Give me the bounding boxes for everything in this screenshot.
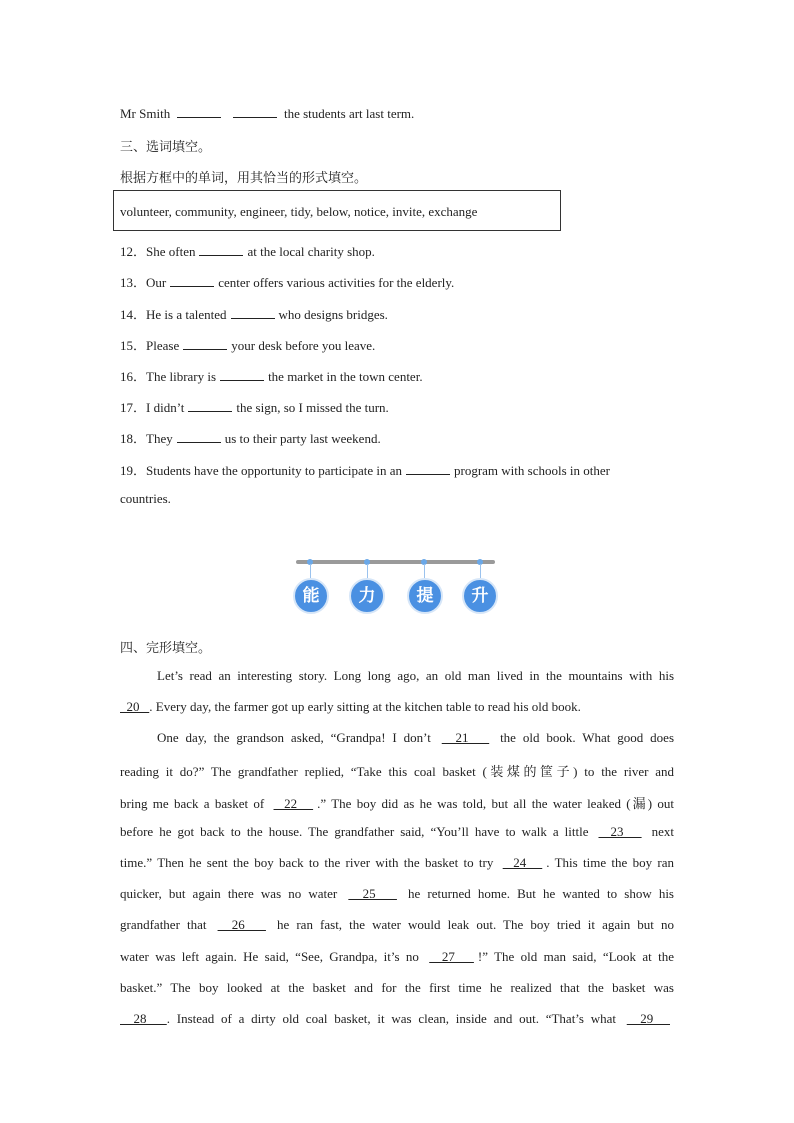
passage-line bbox=[120, 1011, 674, 1027]
question-number: 13． bbox=[120, 275, 147, 290]
question-text-before: I didn’t bbox=[146, 400, 185, 415]
banner-char: 力 bbox=[349, 578, 385, 614]
answer-blank[interactable] bbox=[406, 462, 450, 475]
question-row bbox=[120, 366, 423, 385]
question-text-after: the sign, so I missed the turn. bbox=[236, 400, 389, 415]
passage-text: .” The boy did as he was told, but all the water leaked (漏) out bbox=[317, 796, 674, 811]
question-text-before: Our bbox=[146, 275, 167, 290]
question-row bbox=[120, 241, 375, 260]
answer-blank[interactable] bbox=[177, 105, 221, 118]
passage-line bbox=[120, 886, 674, 902]
question-text-after: your desk before you leave. bbox=[231, 338, 376, 353]
question-row bbox=[120, 304, 388, 323]
cloze-blank-number: 27 bbox=[429, 949, 474, 964]
question-text-before: He is a talented bbox=[146, 307, 227, 322]
cloze-blank-number: 26 bbox=[217, 917, 266, 932]
cloze-blank-number: 21 bbox=[441, 730, 490, 745]
word-box bbox=[113, 190, 561, 231]
banner-stem bbox=[424, 564, 425, 578]
passage-text: bring me back a basket of bbox=[120, 796, 270, 811]
question-number: 18． bbox=[120, 431, 147, 446]
passage-line bbox=[120, 824, 674, 840]
section3-heading: 三、选词填空。 bbox=[120, 139, 212, 154]
answer-blank[interactable] bbox=[188, 399, 232, 412]
passage-text: quicker, but again there was no water bbox=[120, 886, 345, 901]
cloze-blank-number: 24 bbox=[502, 855, 543, 870]
question-text-after: us to their party last weekend. bbox=[224, 431, 381, 446]
passage-text: . Instead of a dirty old coal basket, it was clean, inside and out. “That’s what bbox=[166, 1011, 623, 1026]
passage-text: . This time the boy ran bbox=[546, 855, 675, 870]
cloze-blank-number: 28 bbox=[120, 1011, 167, 1026]
passage-text: . Every day, the farmer got up early sitting at the kitchen table to read his old book. bbox=[149, 699, 581, 714]
passage-line bbox=[120, 949, 674, 965]
section3-instruction: 根据方框中的单词，用其恰当的形式填空。 bbox=[120, 170, 368, 185]
banner-bar bbox=[296, 560, 495, 564]
question-text-before: They bbox=[146, 431, 173, 446]
passage-line bbox=[120, 980, 674, 996]
banner-stem bbox=[310, 564, 311, 578]
word-box-text: volunteer, community, engineer, tidy, below, notice, invite, exchange bbox=[120, 204, 478, 219]
question-text-after: the market in the town center. bbox=[268, 369, 423, 384]
banner-char: 提 bbox=[407, 578, 443, 614]
question-number: 19． bbox=[120, 463, 147, 478]
passage-text: before he got back to the house. The grandfather said, “You’ll have to walk a little bbox=[120, 824, 595, 839]
passage-text: he ran fast, the water would leak out. The boy tried it again but no bbox=[269, 917, 674, 932]
question-row bbox=[120, 428, 381, 447]
passage-line bbox=[120, 855, 674, 871]
banner-stem bbox=[367, 564, 368, 578]
question-number: 12． bbox=[120, 244, 147, 259]
question-text-before: The library is bbox=[146, 369, 217, 384]
question-row bbox=[120, 335, 375, 354]
passage-text: time.” Then he sent the boy back to the river with the basket to try bbox=[120, 855, 499, 870]
passage-text: reading it do?” The grandfather replied, “Take this coal basket (装煤的筐子) to the river and bbox=[120, 764, 674, 779]
answer-blank[interactable] bbox=[170, 274, 214, 287]
answer-blank[interactable] bbox=[177, 430, 221, 443]
question-row bbox=[120, 397, 389, 416]
passage-text: !” The old man said, “Look at the bbox=[477, 949, 674, 964]
answer-blank[interactable] bbox=[199, 243, 243, 256]
question-row bbox=[120, 460, 610, 479]
question-text-before: She often bbox=[146, 244, 196, 259]
question-number: 17． bbox=[120, 400, 147, 415]
passage-text: next bbox=[645, 824, 674, 839]
cloze-blank-number: 22 bbox=[273, 796, 314, 811]
question-text-before: Please bbox=[146, 338, 180, 353]
question-row bbox=[120, 272, 454, 291]
passage-line bbox=[120, 793, 674, 812]
cloze-blank-number: 29 bbox=[626, 1011, 670, 1026]
top-question-line bbox=[120, 105, 414, 122]
banner-char: 升 bbox=[462, 578, 498, 614]
top-line-prefix: Mr Smith bbox=[120, 106, 171, 121]
passage-text: basket.” The boy looked at the basket and for the first time he realized that the basket was bbox=[120, 980, 674, 995]
passage-text: Let’s read an interesting story. Long long ago, an old man lived in the mountains with his bbox=[157, 668, 674, 683]
answer-blank[interactable] bbox=[233, 105, 277, 118]
passage-text: he returned home. But he wanted to show his bbox=[400, 886, 674, 901]
q19-continuation: countries. bbox=[120, 491, 171, 506]
passage-line bbox=[157, 668, 674, 684]
question-text-before: Students have the opportunity to participate in an bbox=[146, 463, 402, 478]
passage-text: water was left again. He said, “See, Grandpa, it’s no bbox=[120, 949, 426, 964]
cloze-blank-number: 25 bbox=[348, 886, 397, 901]
passage-line bbox=[120, 699, 674, 715]
question-number: 15． bbox=[120, 338, 147, 353]
question-text-after: program with schools in other bbox=[454, 463, 610, 478]
passage-text: One day, the grandson asked, “Grandpa! I don’t bbox=[157, 730, 438, 745]
answer-blank[interactable] bbox=[183, 337, 227, 350]
answer-blank[interactable] bbox=[220, 368, 264, 381]
passage-text: the old book. What good does bbox=[493, 730, 675, 745]
section4-heading: 四、完形填空。 bbox=[120, 640, 212, 655]
top-line-suffix: the students art last term. bbox=[283, 106, 415, 121]
question-text-after: who designs bridges. bbox=[278, 307, 388, 322]
passage-text: grandfather that bbox=[120, 917, 214, 932]
passage-line bbox=[157, 730, 674, 746]
question-text-after: at the local charity shop. bbox=[247, 244, 375, 259]
answer-blank[interactable] bbox=[231, 306, 275, 319]
question-number: 14． bbox=[120, 307, 147, 322]
passage-line bbox=[120, 917, 674, 933]
banner-char: 能 bbox=[293, 578, 329, 614]
question-number: 16． bbox=[120, 369, 147, 384]
cloze-blank-number: 20 bbox=[120, 699, 150, 714]
question-text-after: center offers various activities for the elderly. bbox=[218, 275, 455, 290]
banner-stem bbox=[480, 564, 481, 578]
passage-line bbox=[120, 761, 674, 780]
cloze-blank-number: 23 bbox=[598, 824, 642, 839]
